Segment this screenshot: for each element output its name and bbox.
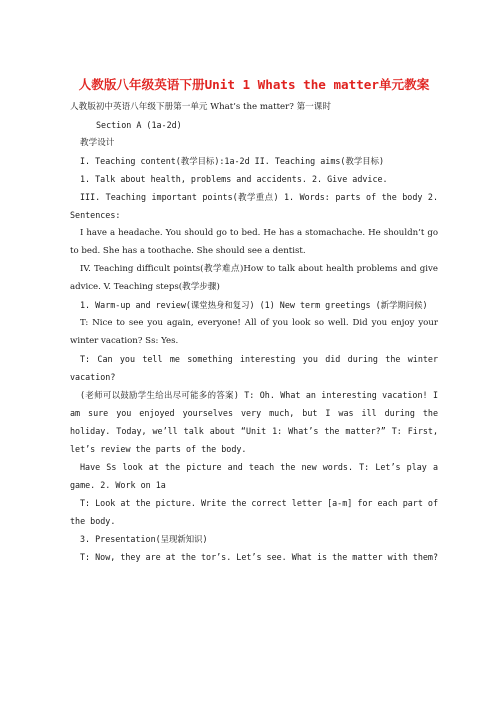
paragraph: III. Teaching important points(教学重点) 1. Words: parts of the body 2. Sentences: (70, 192, 438, 220)
paragraph: Section A (1a-2d) (96, 120, 182, 130)
paragraph: 3. Presentation(呈现新知识) (80, 534, 208, 544)
paragraph: 教学设计 (80, 138, 115, 148)
paragraph: I have a headache. You should go to bed. He has a stomachache. He shouldn’t go to bed. She has a toothache. She should see a dentist. (70, 228, 438, 256)
paragraph: T: Now, they are at the tor’s. Let’s see. What is the matter with them? (80, 552, 438, 562)
paragraph: (老师可以鼓励学生给出尽可能多的答案) T: Oh. What an interesting vacation! I am sure you enjoyed yourselves very much, but I was ill during the holiday. Today, we’ll talk about “Unit 1: What’s the matter?” T: First, let’s review the parts of the body. (70, 390, 438, 454)
document-title: 人教版八年级英语下册Unit 1 Whats the matter单元教案 (78, 77, 430, 92)
paragraph: T: Nice to see you again, everyone! All of you look so well. Did you enjoy your winter vacation? Ss: Yes. (70, 318, 438, 346)
document-body (70, 98, 438, 566)
paragraph: IV. Teaching difficult points(教学难点)How to talk about health problems and give advice. V. Teaching steps(教学步骤) (70, 264, 438, 292)
paragraph: I. Teaching content(教学目标):1a-2d II. Teaching aims(教学目标) (80, 156, 384, 166)
paragraph: 人教版初中英语八年级下册第一单元 What’s the matter? 第一课时 (70, 102, 331, 112)
paragraph: T: Can you tell me something interesting you did during the winter vacation? (70, 354, 438, 382)
paragraph: 1. Warm-up and review(课堂热身和复习) (1) New term greetings (新学期问候) (80, 300, 428, 310)
paragraph: T: Look at the picture. Write the correct letter [a-m] for each part of the body. (70, 498, 438, 526)
paragraph: Have Ss look at the picture and teach the new words. T: Let’s play a game. 2. Work on 1a (70, 462, 438, 490)
paragraph: 1. Talk about health, problems and accidents. 2. Give advice. (80, 174, 388, 184)
